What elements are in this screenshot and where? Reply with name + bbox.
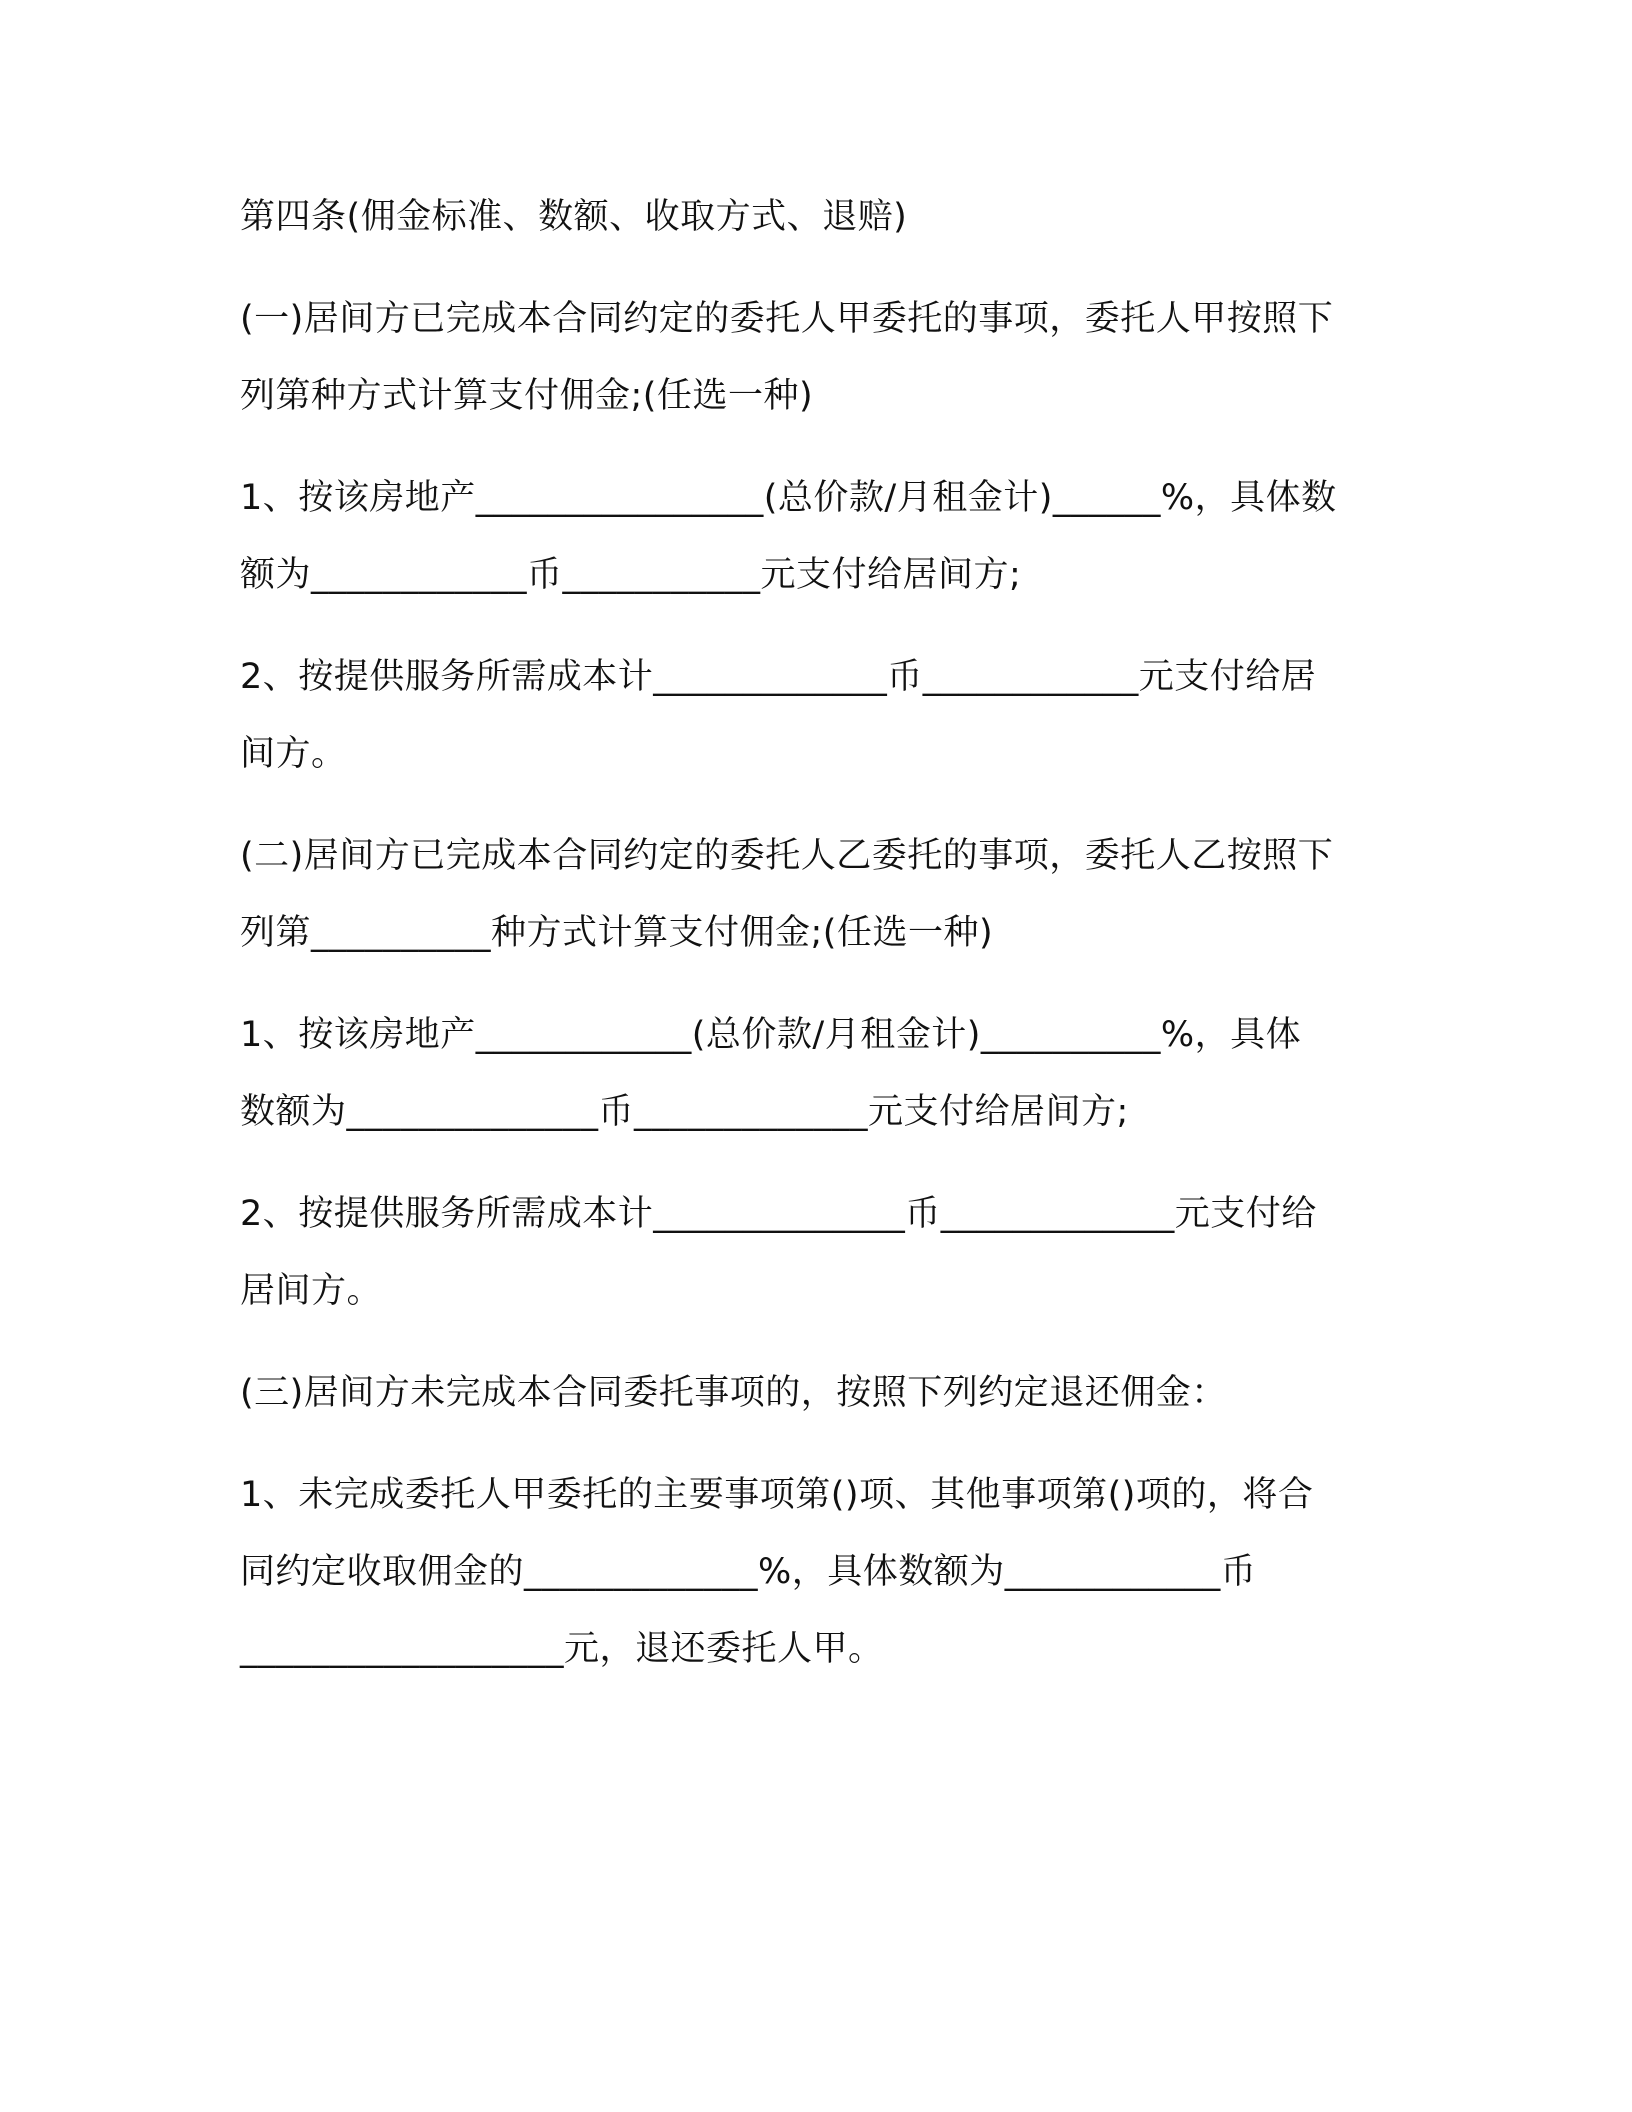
paragraph-line: 同约定收取佣金的_____________%，具体数额为____________币 (240, 1552, 1257, 1592)
paragraph-line: 居间方。 (240, 1271, 383, 1311)
paragraph-line: 2、按提供服务所需成本计______________币_____________元支付给 (240, 1194, 1317, 1234)
paragraph-line: 1、未完成委托人甲委托的主要事项第()项、其他事项第()项的，将合 (240, 1475, 1314, 1515)
paragraph-line: 1、按该房地产________________(总价款/月租金计)______%，具体数 (240, 478, 1337, 518)
paragraph-line: __________________元，退还委托人甲。 (240, 1629, 884, 1669)
paragraph-line: (二)居间方已完成本合同约定的委托人乙委托的事项，委托人乙按照下 (240, 836, 1334, 876)
paragraph-line: 数额为______________币_____________元支付给居间方; (240, 1092, 1129, 1132)
paragraph-line: 2、按提供服务所需成本计_____________币____________元支付给居 (240, 657, 1317, 697)
article-heading: 第四条(佣金标准、数额、收取方式、退赔) (240, 197, 908, 237)
paragraph-line: 1、按该房地产____________(总价款/月租金计)__________%，具体 (240, 1015, 1302, 1055)
paragraph-line: 间方。 (240, 734, 347, 774)
paragraph-line: (三)居间方未完成本合同委托事项的，按照下列约定退还佣金： (240, 1373, 1227, 1413)
paragraph-line: (一)居间方已完成本合同约定的委托人甲委托的事项，委托人甲按照下 (240, 299, 1334, 339)
paragraph-line: 列第__________种方式计算支付佣金;(任选一种) (240, 913, 994, 953)
paragraph-line: 列第种方式计算支付佣金;(任选一种) (240, 376, 814, 416)
paragraph-line: 额为____________币___________元支付给居间方; (240, 555, 1022, 595)
